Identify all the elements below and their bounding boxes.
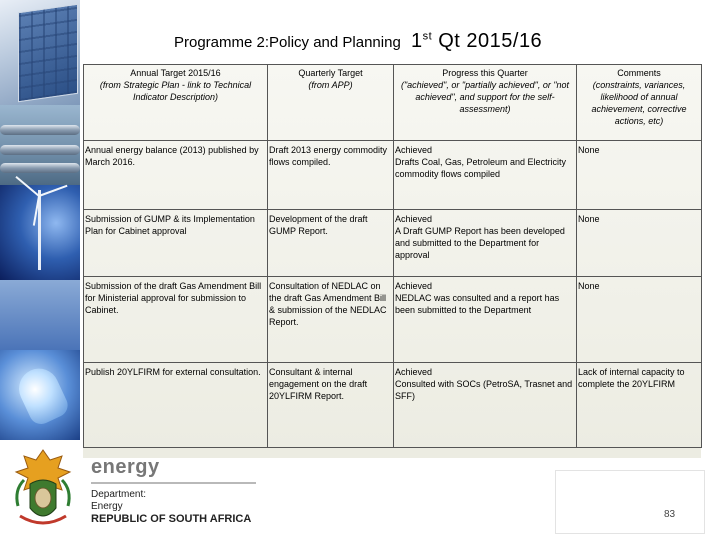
page-number: 83 xyxy=(664,509,676,520)
header-annual-target: Annual Target 2015/16 (from Strategic Plan - link to Technical Indicator Description) xyxy=(84,65,268,141)
energy-logo-text: energy xyxy=(91,456,160,478)
header-progress: Progress this Quarter ("achieved", or "partially achieved", or "not achieved", and support for the self-assessment) xyxy=(394,65,577,141)
cell-progress: Achieved A Draft GUMP Report has been developed and submitted to the Department for approval xyxy=(394,210,577,277)
slide-title xyxy=(174,30,542,53)
logo-divider xyxy=(91,482,256,484)
decorative-photo-strip xyxy=(0,0,80,440)
table-row xyxy=(84,277,702,363)
cell-progress: Achieved Consulted with SOCs (PetroSA, Trasnet and SFF) xyxy=(394,363,577,448)
coat-of-arms-icon xyxy=(10,446,76,532)
cell-annual-target: Publish 20YLFIRM for external consultation. xyxy=(84,363,268,448)
cell-comments: None xyxy=(577,277,702,363)
solar-panel-image xyxy=(0,0,80,105)
cell-annual-target: Submission of the draft Gas Amendment Bill for Ministerial approval for submission to Cabinet. xyxy=(84,277,268,363)
department-label: Department: xyxy=(91,489,147,500)
power-lines-image xyxy=(0,280,80,350)
header-comments: Comments (constraints, variances, likelihood of annual achievement, corrective actions, etc) xyxy=(577,65,702,141)
cell-quarterly-target: Draft 2013 energy commodity flows compiled. xyxy=(268,141,394,210)
page-number-box xyxy=(555,470,705,534)
country-name: REPUBLIC OF SOUTH AFRICA xyxy=(91,513,252,525)
cell-quarterly-target: Development of the draft GUMP Report. xyxy=(268,210,394,277)
pipeline-image xyxy=(0,105,80,185)
cell-annual-target: Annual energy balance (2013) published by March 2016. xyxy=(84,141,268,210)
department-name: Energy xyxy=(91,501,123,512)
table-header-row xyxy=(84,65,702,141)
cell-annual-target: Submission of GUMP & its Implementation Plan for Cabinet approval xyxy=(84,210,268,277)
cell-quarterly-target: Consultation of NEDLAC on the draft Gas Amendment Bill & submission of the NEDLAC Report. xyxy=(268,277,394,363)
title-programme: Programme 2:Policy and Planning xyxy=(174,34,401,51)
performance-table xyxy=(83,64,702,448)
cell-progress: Achieved Drafts Coal, Gas, Petroleum and Electricity commodity flows compiled xyxy=(394,141,577,210)
cell-comments: None xyxy=(577,210,702,277)
table-row xyxy=(84,141,702,210)
table-row xyxy=(84,363,702,448)
title-quarter: 1st Qt 2015/16 xyxy=(410,30,543,52)
header-quarterly-target: Quarterly Target (from APP) xyxy=(268,65,394,141)
cell-progress: Achieved NEDLAC was consulted and a report has been submitted to the Department xyxy=(394,277,577,363)
cell-comments: None xyxy=(577,141,702,210)
cell-comments: Lack of internal capacity to complete the 20YLFIRM xyxy=(577,363,702,448)
table-row xyxy=(84,210,702,277)
cell-quarterly-target: Consultant & internal engagement on the draft 20YLFIRM Report. xyxy=(268,363,394,448)
